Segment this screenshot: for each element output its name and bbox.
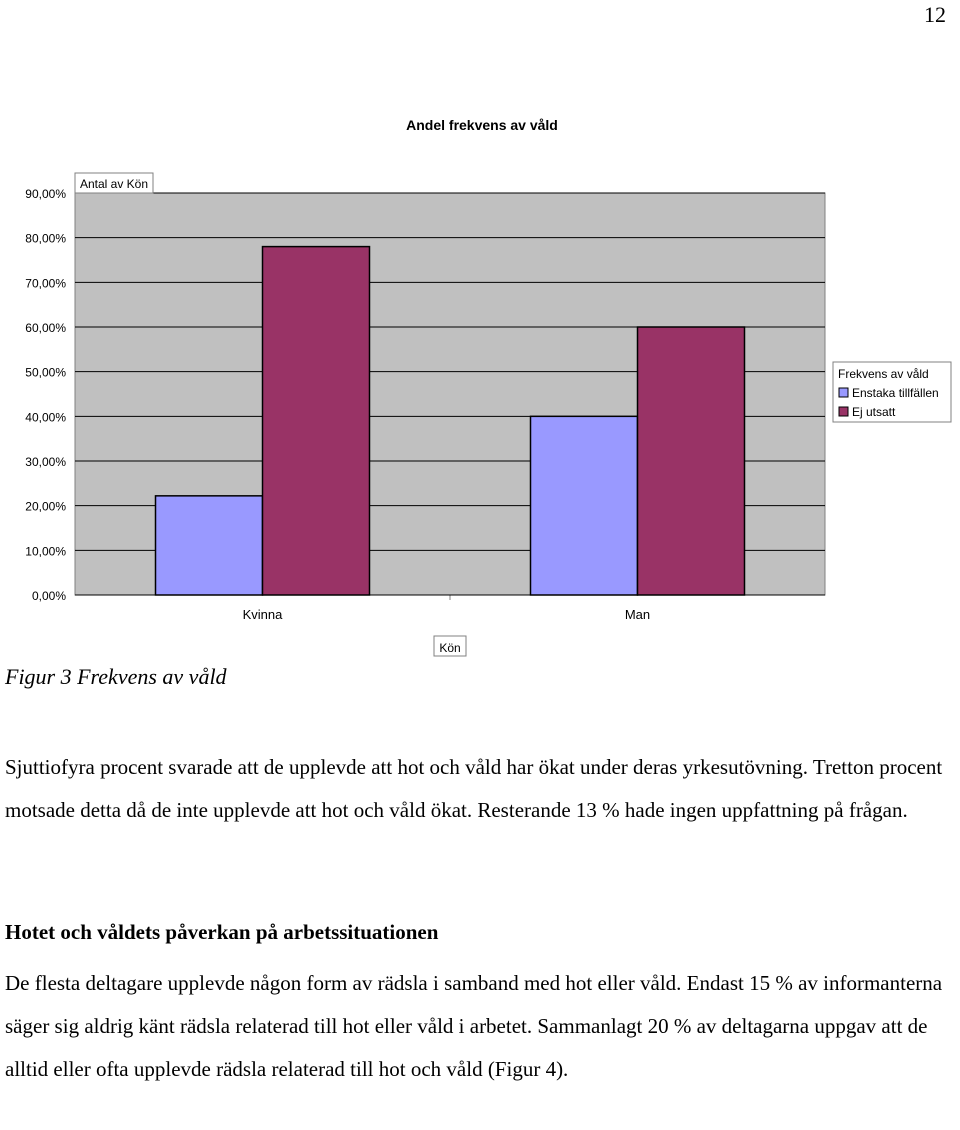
legend bbox=[833, 362, 951, 422]
x-field-button bbox=[434, 636, 466, 656]
y-tick-label: 50,00% bbox=[25, 365, 66, 380]
x-tick-label: Kvinna bbox=[242, 607, 283, 622]
bar-enstaka-tillfällen-kvinna bbox=[156, 496, 263, 595]
y-tick-label: 70,00% bbox=[25, 276, 66, 291]
y-tick-label: 40,00% bbox=[25, 410, 66, 425]
chart-title: Andel frekvens av våld bbox=[406, 117, 558, 133]
plot-area bbox=[75, 193, 825, 595]
legend-title: Frekvens av våld bbox=[838, 367, 929, 381]
page-number: 12 bbox=[924, 2, 946, 27]
bar-ej-utsatt-man bbox=[638, 327, 745, 595]
x-tick-label: Man bbox=[624, 607, 651, 622]
figure-caption: Figur 3 Frekvens av våld bbox=[5, 664, 227, 689]
y-tick-label: 60,00% bbox=[25, 321, 66, 335]
legend-swatch bbox=[839, 388, 848, 397]
page-field-button bbox=[75, 173, 153, 193]
legend-entry: Enstaka tillfällen bbox=[852, 386, 939, 400]
paragraph-2: De flesta deltagare upplevde någon form av rädsla i samband med hot eller våld. Endast 15 % av informanterna säger sig aldrig känt rädsla relaterad till hot eller våld i arbetet. Sammanlagt 20 % av deltagarna uppgav att de alltid eller ofta upplevde rädsla relaterad till hot och våld (Figur 4). bbox=[5, 971, 943, 1081]
bar-chart bbox=[0, 95, 960, 660]
y-tick-label: 80,00% bbox=[25, 231, 66, 246]
y-tick-label: 90,00% bbox=[25, 187, 66, 201]
paragraph-1: Sjuttiofyra procent svarade att de upplevde att hot och våld har ökat under deras yrkesutövning. Tretton procent motsade detta då de inte upplevde att hot och våld ökat. Resterande 13 % hade ingen uppfattning på frågan. bbox=[5, 755, 943, 822]
y-tick-label: 10,00% bbox=[25, 544, 66, 559]
bar-enstaka-tillfällen-man bbox=[531, 416, 638, 595]
section-heading: Hotet och våldets påverkan på arbetssituationen bbox=[5, 920, 439, 944]
y-tick-label: 30,00% bbox=[25, 455, 66, 469]
y-tick-label: 0,00% bbox=[31, 589, 66, 603]
bar-ej-utsatt-kvinna bbox=[263, 247, 370, 595]
legend-entry: Ej utsatt bbox=[852, 405, 896, 419]
x-axis-label: Kön bbox=[439, 641, 461, 655]
legend-swatch bbox=[839, 407, 848, 416]
y-tick-label: 20,00% bbox=[25, 499, 66, 514]
page-field-label: Antal av Kön bbox=[79, 177, 149, 191]
